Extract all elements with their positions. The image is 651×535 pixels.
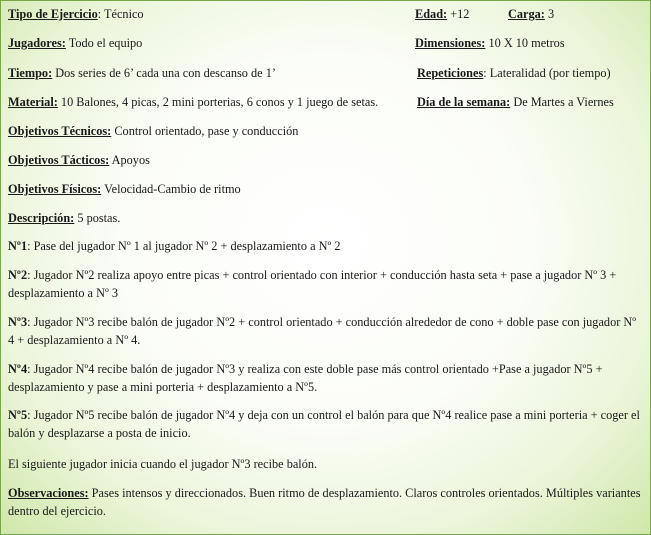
step-1-text: : Pase del jugador Nº 1 al jugador Nº 2 + desplazamiento a Nº 2 <box>27 239 341 253</box>
jugadores-row <box>8 36 142 51</box>
step-1-num: Nº1 <box>8 239 28 253</box>
step-2-text: : Jugador Nº2 realiza apoyo entre picas + control orientado con interior + conducción hasta seta + pase a jugador Nº 3 + desplazamiento a Nº 3 <box>8 268 617 300</box>
obj-fisicos-value: Velocidad-Cambio de ritmo <box>101 182 241 196</box>
edad-value: +12 <box>447 7 470 21</box>
tipo-row <box>8 7 144 22</box>
tipo-label: Tipo de Ejercicio <box>8 7 98 21</box>
carga-label: Carga: <box>508 7 545 21</box>
repeticiones-value: : Lateralidad (por tiempo) <box>483 66 611 80</box>
repeticiones-field <box>417 66 611 81</box>
obj-tecnicos-label: Objetivos Técnicos: <box>8 124 112 138</box>
step-4-text: : Jugador Nº4 recibe balón de jugador Nº3 y realiza con este doble pase más control orientado +Pase a jugador Nº5 + desplazamiento y pase a mini porteria + desplazamiento a Nº5. <box>8 362 603 394</box>
dia-value: De Martes a Viernes <box>510 95 614 109</box>
observaciones <box>8 485 641 520</box>
obj-tacticos-value: Apoyos <box>109 153 150 167</box>
dimensiones-value: 10 X 10 metros <box>485 36 565 50</box>
dia-label: Día de la semana: <box>417 95 511 109</box>
step-3 <box>8 314 641 349</box>
dimensiones-label: Dimensiones: <box>415 36 486 50</box>
obj-tacticos-label: Objetivos Tácticos: <box>8 153 110 167</box>
tiempo-value: Dos series de 6’ cada una con descanso de 1’ <box>52 66 276 80</box>
step-5 <box>8 407 641 442</box>
obj-tecnicos-value: Control orientado, pase y conducción <box>111 124 299 138</box>
obj-fisicos-label: Objetivos Físicos: <box>8 182 102 196</box>
material-value: 10 Balones, 4 picas, 2 mini porterias, 6 conos y 1 juego de setas. <box>57 95 379 109</box>
dia-field <box>417 95 614 110</box>
step-5-num: Nº5 <box>8 408 28 422</box>
obj-tecnicos-row <box>8 124 298 139</box>
carga-field <box>508 7 554 22</box>
step-2 <box>8 267 641 302</box>
step-3-num: Nº3 <box>8 315 28 329</box>
observaciones-label: Observaciones: <box>8 486 89 500</box>
material-row <box>8 95 378 110</box>
descripcion-row <box>8 211 120 226</box>
edad-label: Edad: <box>415 7 448 21</box>
obj-tacticos-row <box>8 153 150 168</box>
tipo-value: : Técnico <box>97 7 144 21</box>
step-4-num: Nº4 <box>8 362 28 376</box>
material-label: Material: <box>8 95 58 109</box>
repeticiones-label: Repeticiones <box>417 66 484 80</box>
jugadores-value: Todo el equipo <box>65 36 143 50</box>
edad-field <box>415 7 469 22</box>
dimensiones-field <box>415 36 565 51</box>
tiempo-row <box>8 66 276 81</box>
tiempo-label: Tiempo: <box>8 66 53 80</box>
step-5-text: : Jugador Nº5 recibe balón de jugador Nº4 y deja con un control el balón para que Nº4 realice pase a mini porteria + coger el balón y desplazarse a posta de inicio. <box>8 408 640 440</box>
descripcion-label: Descripción: <box>8 211 75 225</box>
observaciones-value: Pases intensos y direccionados. Buen ritmo de desplazamiento. Claros controles orientados. Múltiples variantes dentro del ejercicio. <box>8 486 641 518</box>
step-1 <box>8 238 641 256</box>
descripcion-value: 5 postas. <box>74 211 121 225</box>
siguiente-text: El siguiente jugador inicia cuando el jugador Nº3 recibe balón. <box>8 457 318 471</box>
obj-fisicos-row <box>8 182 241 197</box>
step-3-text: : Jugador Nº3 recibe balón de jugador Nº2 + control orientado + conducción alrededor de cono + doble pase con jugador Nº 4 + desplazamiento a Nº 4. <box>8 315 637 347</box>
jugadores-label: Jugadores: <box>8 36 66 50</box>
step-2-num: Nº2 <box>8 268 28 282</box>
carga-value: 3 <box>544 7 555 21</box>
step-4 <box>8 361 641 396</box>
